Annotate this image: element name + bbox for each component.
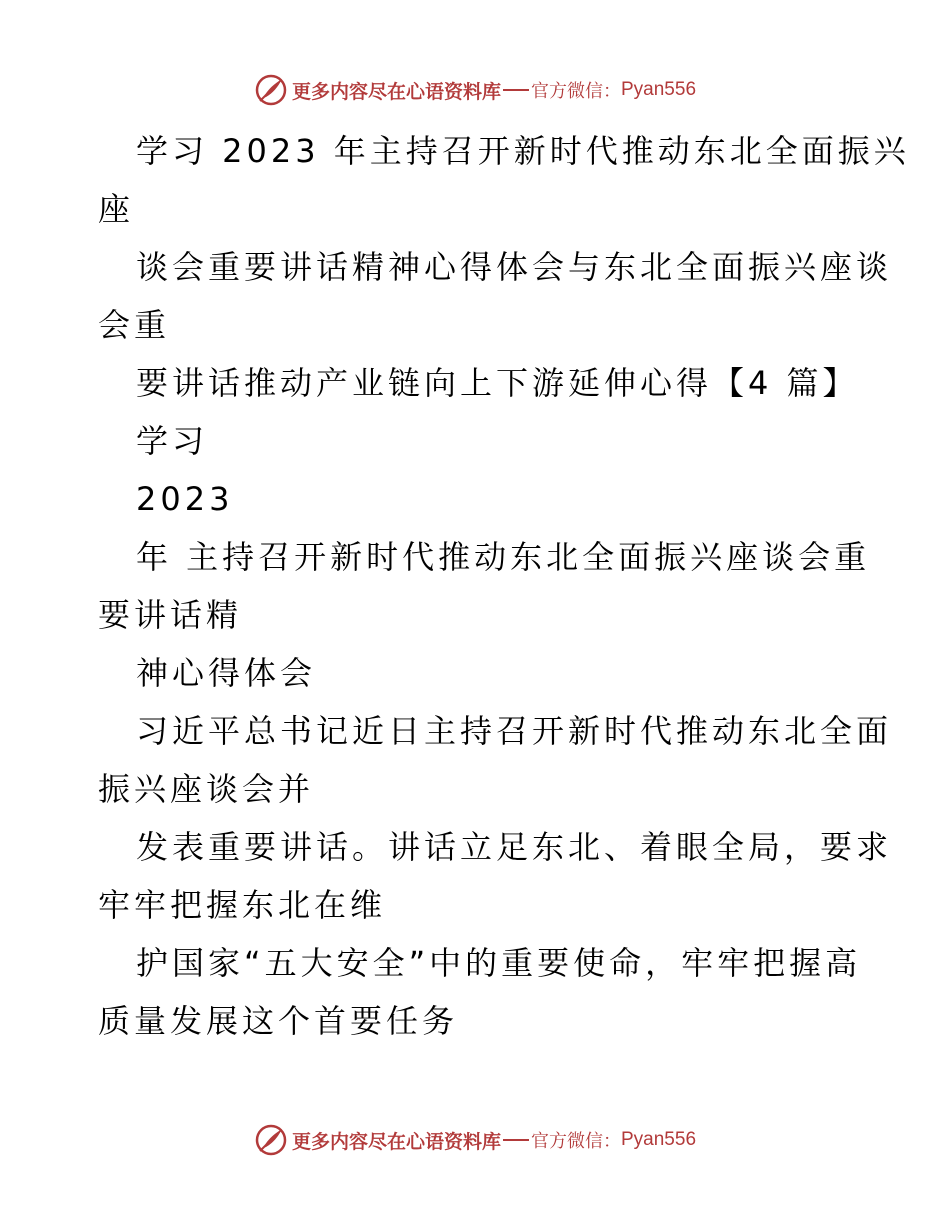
banner-main-text: 更多内容尽在心语资料库	[291, 1130, 501, 1153]
text-line: 要讲话推动产业链向上下游延伸心得【4 篇】	[136, 364, 859, 402]
banner-wechat-label: 官方微信：	[531, 81, 621, 102]
text-line: 振兴座谈会并	[98, 770, 315, 808]
document-body	[98, 122, 910, 1050]
text-line: 质量发展这个首要任务	[98, 1002, 459, 1040]
banner-wechat-label: 官方微信：	[531, 1131, 621, 1152]
text-line: 年 主持召开新时代推动东北全面振兴座谈会重	[136, 538, 871, 576]
banner-dash	[503, 89, 529, 91]
text-line: 护国家“五大安全”中的重要使命，牢牢把握高	[136, 944, 862, 982]
banner-wechat-id: Pyan556	[621, 1129, 697, 1150]
text-line: 神心得体会	[136, 654, 317, 692]
text-line: 学习	[136, 422, 209, 460]
banner-dash	[503, 1139, 529, 1141]
text-line: 谈会重要讲话精神心得体会与东北全面振兴座谈	[136, 248, 893, 286]
header-banner	[0, 70, 950, 110]
banner-wechat-id: Pyan556	[621, 79, 697, 100]
text-line: 发表重要讲话。讲话立足东北、着眼全局，要求	[136, 828, 893, 866]
text-line: 2023	[136, 480, 234, 518]
text-line: 牢牢把握东北在维	[98, 886, 387, 924]
text-line: 要讲话精	[98, 596, 243, 634]
text-line: 习近平总书记近日主持召开新时代推动东北全面	[136, 712, 893, 750]
feather-pen-logo-icon	[254, 1123, 288, 1157]
footer-banner	[0, 1120, 950, 1160]
feather-pen-logo-icon	[254, 73, 288, 107]
text-line: 会重	[98, 306, 171, 344]
banner-main-text: 更多内容尽在心语资料库	[291, 80, 501, 103]
text-line: 学习 2023 年主持召开新时代推动东北全面振兴	[136, 132, 910, 170]
text-line: 座	[98, 190, 135, 228]
